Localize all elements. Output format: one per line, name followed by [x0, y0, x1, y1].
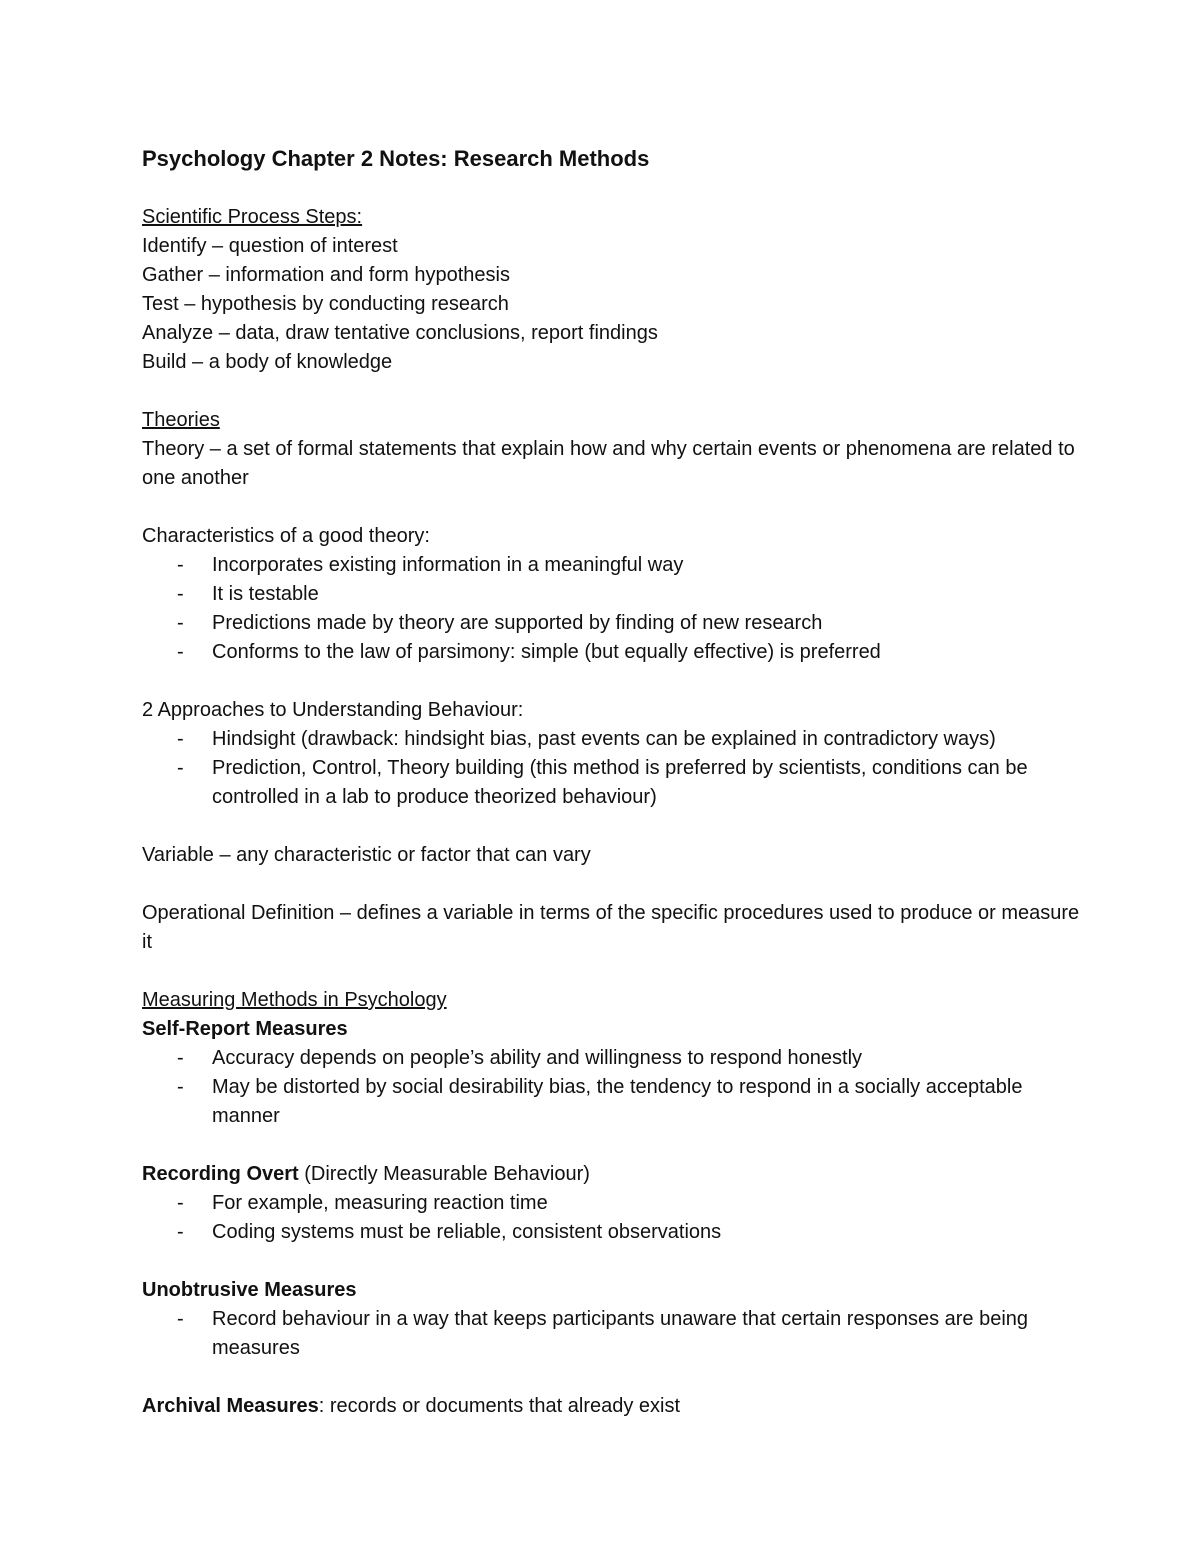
archival-text: : records or documents that already exist	[318, 1395, 681, 1417]
measuring-methods-heading: Measuring Methods in Psychology	[142, 989, 447, 1011]
approaches-heading: 2 Approaches to Understanding Behaviour:	[142, 699, 524, 721]
recording-overt-heading-line	[142, 1160, 1082, 1189]
spacer	[142, 1363, 1082, 1392]
spacer	[142, 1131, 1082, 1160]
archival-line	[142, 1392, 1082, 1421]
spacer	[142, 1247, 1082, 1276]
list-item: - Prediction, Control, Theory building (this method is preferred by scientists, conditions can be controlled in a lab to produce theorized behaviour)	[142, 754, 1082, 812]
spacer	[142, 667, 1082, 696]
list-item: - Predictions made by theory are supported by finding of new research	[142, 609, 1082, 638]
document-page	[142, 143, 1082, 1421]
good-theory-list	[142, 551, 1082, 667]
scientific-process-heading: Scientific Process Steps:	[142, 206, 363, 228]
spacer	[142, 377, 1082, 406]
list-item: - Record behaviour in a way that keeps participants unaware that certain responses are being measures	[142, 1305, 1082, 1363]
list-item: - Conforms to the law of parsimony: simple (but equally effective) is preferred	[142, 638, 1082, 667]
operational-definition: Operational Definition – defines a variable in terms of the specific procedures used to produce or measure it	[142, 902, 1080, 953]
document-title: Psychology Chapter 2 Notes: Research Methods	[142, 146, 650, 171]
approaches-list	[142, 725, 1082, 812]
recording-overt-subheading: (Directly Measurable Behaviour)	[298, 1163, 590, 1185]
recording-overt-list	[142, 1189, 1082, 1247]
spacer	[142, 870, 1082, 899]
list-item: - It is testable	[142, 580, 1082, 609]
unobtrusive-list	[142, 1305, 1082, 1363]
process-step: Identify – question of interest	[142, 235, 398, 257]
spacer	[142, 812, 1082, 841]
process-step: Analyze – data, draw tentative conclusions, report findings	[142, 322, 658, 344]
theories-heading: Theories	[142, 409, 220, 431]
list-item: - Accuracy depends on people’s ability and willingness to respond honestly	[142, 1044, 1082, 1073]
list-item: - Coding systems must be reliable, consistent observations	[142, 1218, 1082, 1247]
spacer	[142, 493, 1082, 522]
list-item: - Hindsight (drawback: hindsight bias, past events can be explained in contradictory ways)	[142, 725, 1082, 754]
good-theory-heading: Characteristics of a good theory:	[142, 525, 430, 547]
list-item: - May be distorted by social desirability bias, the tendency to respond in a socially acceptable manner	[142, 1073, 1082, 1131]
process-step: Build – a body of knowledge	[142, 351, 393, 373]
archival-heading: Archival Measures	[142, 1395, 319, 1417]
list-item: - Incorporates existing information in a meaningful way	[142, 551, 1082, 580]
spacer	[142, 957, 1082, 986]
variable-definition: Variable – any characteristic or factor that can vary	[142, 844, 591, 866]
self-report-heading: Self-Report Measures	[142, 1018, 348, 1040]
theory-definition: Theory – a set of formal statements that explain how and why certain events or phenomena are related to one another	[142, 438, 1075, 489]
recording-overt-heading: Recording Overt	[142, 1163, 299, 1185]
list-item: - For example, measuring reaction time	[142, 1189, 1082, 1218]
self-report-list	[142, 1044, 1082, 1131]
process-step: Test – hypothesis by conducting research	[142, 293, 509, 315]
unobtrusive-heading: Unobtrusive Measures	[142, 1279, 357, 1301]
process-step: Gather – information and form hypothesis	[142, 264, 510, 286]
